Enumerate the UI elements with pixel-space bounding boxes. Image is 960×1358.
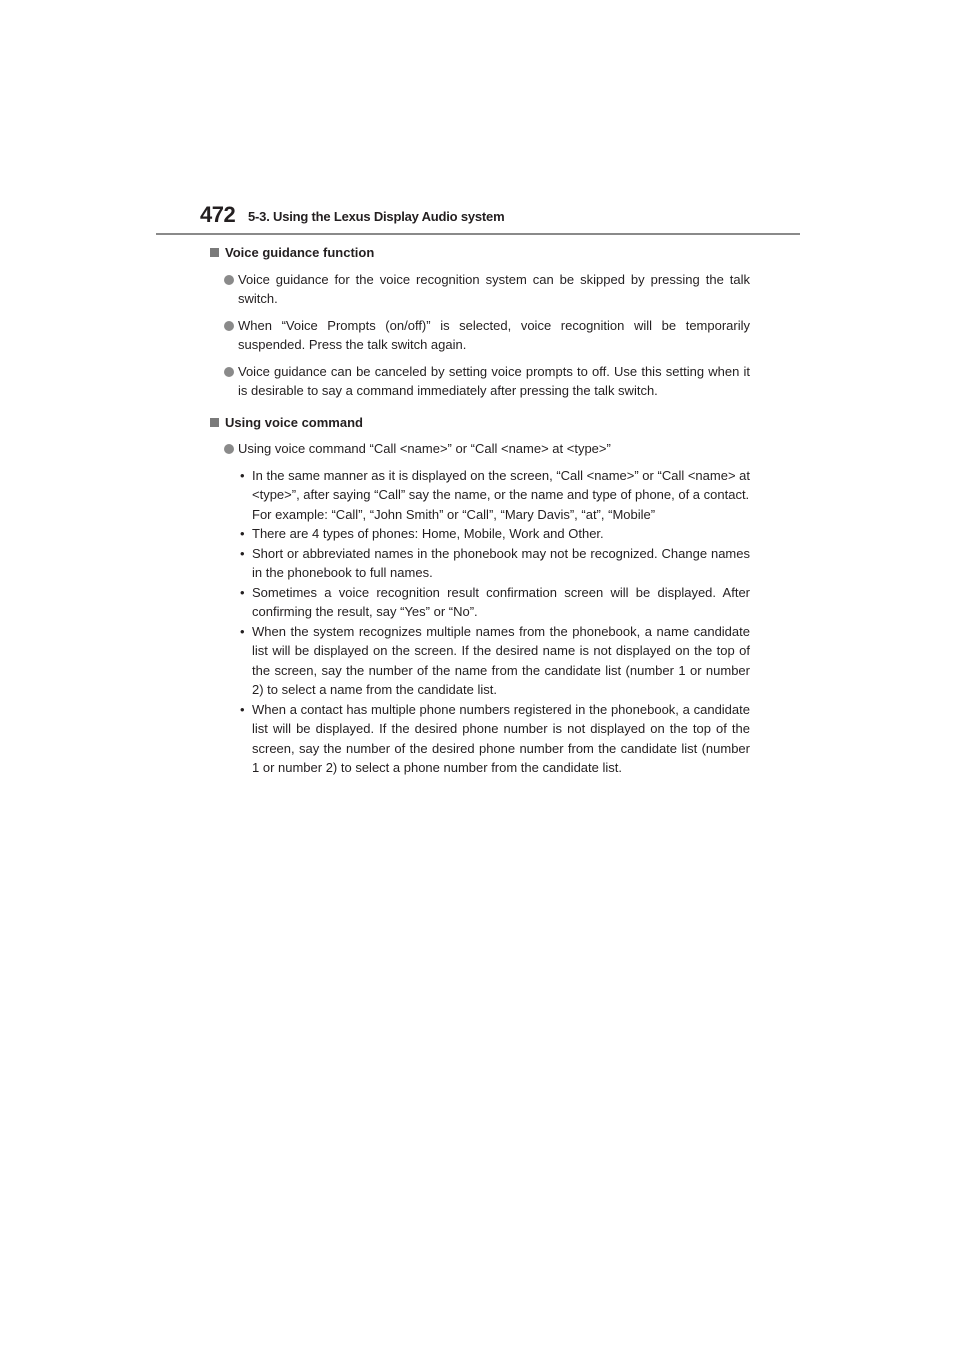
heading-text: Using voice command <box>225 414 363 430</box>
circle-bullet-icon <box>224 275 234 285</box>
page-content <box>210 243 750 785</box>
list-item <box>210 316 750 355</box>
bullet-text: Voice guidance for the voice recognition system can be skipped by pressing the talk switch. <box>238 271 750 306</box>
example-text: For example: “Call”, “John Smith” or “Call”, “Mary Davis”, “at”, “Mobile” <box>252 506 656 522</box>
bullet-text: Voice guidance can be canceled by setting voice prompts to off. Use this setting when it is desirable to say a command immediately after pressing the talk switch. <box>238 363 750 398</box>
sub-list-item <box>210 466 750 525</box>
sub-item-text: Short or abbreviated names in the phonebook may not be recognized. Change names in the phonebook to full names. <box>252 545 750 580</box>
circle-bullet-icon <box>224 321 234 331</box>
sub-list-item <box>210 583 750 622</box>
bullet-text: When “Voice Prompts (on/off)” is selected, voice recognition will be temporarily suspended. Press the talk switch again. <box>238 317 750 352</box>
square-bullet-icon <box>210 418 219 427</box>
list-item <box>210 270 750 309</box>
small-bullet-icon: • <box>240 623 245 639</box>
bullet-text: Using voice command “Call <name>” or “Call <name> at <type>” <box>238 441 611 456</box>
list-item <box>210 362 750 401</box>
small-bullet-icon: • <box>240 526 245 541</box>
sub-list <box>210 466 750 778</box>
sub-item-text: There are 4 types of phones: Home, Mobile, Work and Other. <box>252 526 604 541</box>
small-bullet-icon: • <box>240 545 245 561</box>
sub-item-text: Sometimes a voice recognition result confirmation screen will be displayed. After confirming the result, say “Yes” or “No”. <box>252 584 750 619</box>
heading-voice-guidance <box>210 243 750 263</box>
small-bullet-icon: • <box>240 701 245 717</box>
circle-bullet-icon <box>224 367 234 377</box>
sub-list-item <box>210 544 750 583</box>
section-title: 5-3. Using the Lexus Display Audio system <box>248 209 505 224</box>
page-number: 472 <box>200 202 236 227</box>
small-bullet-icon: • <box>240 584 245 600</box>
heading-text: Voice guidance function <box>225 245 375 260</box>
list-item <box>210 439 750 459</box>
sub-item-text: When the system recognizes multiple names from the phonebook, a name candidate list will be displayed on the screen. If the desired name is not displayed on the top of the screen, say the number of the name from the candidate list (number 1 or number 2) to select a name from the candidate list. <box>252 623 750 697</box>
sub-list-item <box>210 622 750 700</box>
small-bullet-icon: • <box>240 467 245 483</box>
sub-list-item <box>210 700 750 778</box>
sub-item-text: In the same manner as it is displayed on the screen, “Call <name>” or “Call <name> at <type>”, after saying “Call” say the name, or the name and type of phone, of a contact. <box>252 467 750 502</box>
sub-item-text: When a contact has multiple phone numbers registered in the phonebook, a candidate list will be displayed. If the desired phone number is not displayed on the top of the screen, say the number of the desired phone number from the candidate list (number 1 or number 2) to select a phone number from the candidate list. <box>252 701 750 775</box>
header-divider <box>156 233 800 235</box>
circle-bullet-icon <box>224 444 234 454</box>
heading-using-voice-command <box>210 413 750 433</box>
square-bullet-icon <box>210 248 219 257</box>
page-header <box>200 202 800 232</box>
sub-list-item <box>210 524 750 544</box>
